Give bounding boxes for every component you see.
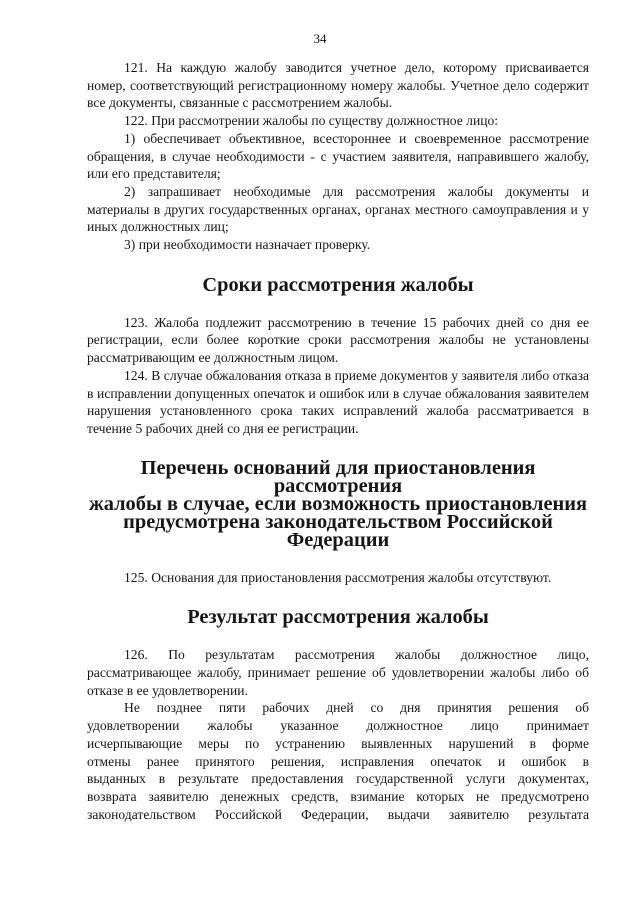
paragraph-122-item-3: 3) при необходимости назначает проверку.	[124, 237, 371, 253]
text-line: исчерпывающие меры по устранению выявленных нарушений в форме	[87, 735, 589, 751]
paragraph-122-item-2: 2) запрашивает необходимые для рассмотрения жалобы документы и материалы в других государственных органах, органах местного самоуправления и у иных должностных лиц;	[87, 183, 589, 235]
text-line: выданных в результате предоставления государственной услуги документах,	[87, 771, 589, 787]
heading-result: Результат рассмотрения жалобы	[187, 606, 489, 629]
paragraph-126-continuation	[87, 699, 589, 823]
paragraph-122-item-1: 1) обеспечивает объективное, всестороннее и своевременное рассмотрение обращения, в случае необходимости - с участием заявителя, направившего жалобу, или его представителя;	[87, 130, 589, 182]
heading-suspension-grounds	[87, 456, 589, 551]
paragraph-123: 123. Жалоба подлежит рассмотрению в течение 15 рабочих дней со дня ее регистрации, если более короткие сроки рассмотрения жалобы не установлены рассматривающим ее должностным лицом.	[87, 314, 589, 366]
heading-suspension-line-2: жалобы в случае, если возможность приостановления	[88, 492, 588, 515]
paragraph-122: 122. При рассмотрении жалобы по существу должностное лицо:	[124, 113, 499, 129]
text-line: возврата заявителю денежных средств, взимание которых не предусмотрено	[87, 788, 589, 804]
heading-terms: Сроки рассмотрения жалобы	[202, 273, 474, 296]
paragraph-125: 125. Основания для приостановления рассмотрения жалобы отсутствуют.	[124, 569, 552, 585]
paragraph-124: 124. В случае обжалования отказа в приеме документов у заявителя либо отказа в исправлении допущенных опечаток и ошибок или в случае обжалования заявителем нарушения установленного срока таких исправлений жалоба рассматривается в течение 5 рабочих дней со дня ее регистрации.	[87, 367, 589, 436]
page-number: 34	[313, 31, 327, 46]
text-line: отмены ранее принятого решения, исправления опечаток и ошибок в	[87, 753, 589, 769]
document-body	[87, 59, 589, 823]
paragraph-121: 121. На каждую жалобу заводится учетное дело, которому присваивается номер, соответствующий регистрационному номеру жалобы. Учетное дело содержит все документы, связанные с рассмотрением жалобы.	[87, 60, 589, 111]
heading-suspension-line-1: Перечень оснований для приостановления рассмотрения	[140, 456, 536, 497]
heading-suspension-line-3: предусмотрена законодательством Российской Федерации	[123, 510, 553, 551]
paragraph-126: 126. По результатам рассмотрения жалобы должностное лицо, рассматривающее жалобу, принимает решение об удовлетворении жалобы либо об отказе в ее удовлетворении.	[87, 647, 589, 698]
text-line: удовлетворении жалобы указанное должностное лицо принимает	[87, 718, 589, 734]
text-line: законодательством Российской Федерации, выдачи заявителю результата	[87, 806, 589, 822]
text-line: Не позднее пяти рабочих дней со дня принятия решения об	[124, 700, 589, 716]
